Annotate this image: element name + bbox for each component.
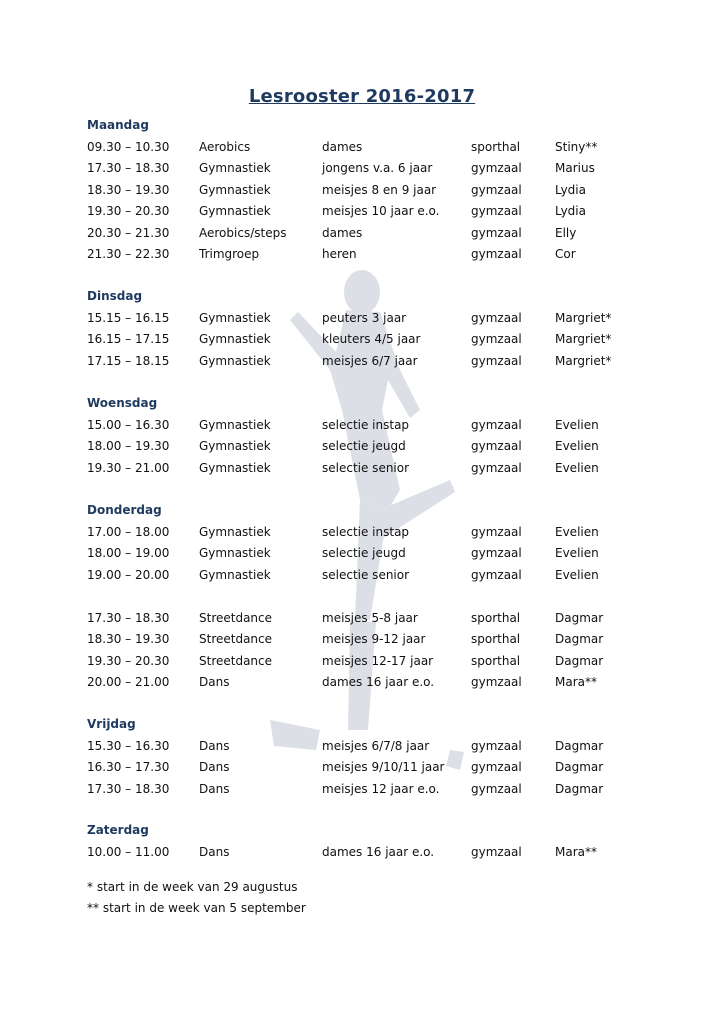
cell-time: 15.15 – 16.15 (87, 311, 170, 325)
cell-teacher: Dagmar (555, 739, 604, 753)
cell-activity: Dans (199, 675, 230, 690)
cell-group: meisjes 12 jaar e.o. (322, 781, 440, 796)
cell-activity: Streetdance (199, 632, 273, 647)
cell-teacher: Mara** (555, 845, 597, 859)
cell-teacher: Evelien (555, 418, 599, 432)
schedule-row (0, 223, 724, 243)
cell-location: gymzaal (471, 332, 522, 347)
cell-teacher: Evelien (555, 525, 599, 539)
cell-group: selectie instap (322, 525, 410, 539)
cell-activity: Aerobics (199, 140, 251, 154)
cell-activity: Streetdance (199, 611, 273, 625)
day-heading: Dinsdag (87, 289, 143, 303)
cell-teacher: Margriet* (555, 332, 612, 347)
cell-time: 18.30 – 19.30 (87, 632, 170, 647)
cell-location: gymzaal (471, 161, 522, 176)
schedule-row (0, 329, 724, 349)
cell-time: 17.30 – 18.30 (87, 611, 170, 625)
cell-group: dames 16 jaar e.o. (322, 675, 435, 690)
day-heading: Maandag (87, 118, 149, 132)
cell-teacher: Marius (555, 161, 595, 176)
cell-group: meisjes 9-12 jaar (322, 632, 426, 647)
cell-activity: Dans (199, 781, 230, 796)
cell-time: 18.30 – 19.30 (87, 182, 170, 197)
cell-time: 20.00 – 21.00 (87, 675, 170, 690)
cell-group: meisjes 8 en 9 jaar (322, 182, 437, 197)
cell-time: 15.30 – 16.30 (87, 739, 170, 753)
cell-teacher: Margriet* (555, 353, 612, 368)
cell-location: gymzaal (471, 225, 522, 240)
cell-activity: Gymnastiek (199, 204, 271, 219)
cell-group: selectie jeugd (322, 439, 406, 454)
cell-time: 16.15 – 17.15 (87, 332, 170, 347)
cell-location: gymzaal (471, 439, 522, 454)
cell-time: 21.30 – 22.30 (87, 247, 170, 261)
cell-location: sporthal (471, 611, 521, 625)
cell-time: 19.00 – 20.00 (87, 567, 170, 582)
cell-time: 19.30 – 20.30 (87, 653, 170, 668)
schedule-row (0, 736, 724, 756)
cell-location: gymzaal (471, 546, 522, 561)
cell-time: 17.15 – 18.15 (87, 353, 170, 368)
schedule-row (0, 458, 724, 478)
cell-time: 17.30 – 18.30 (87, 781, 170, 796)
cell-teacher: Dagmar (555, 632, 604, 647)
cell-group: jongens v.a. 6 jaar (322, 161, 433, 176)
cell-teacher: Dagmar (555, 781, 604, 796)
cell-group: dames 16 jaar e.o. (322, 845, 435, 859)
cell-location: gymzaal (471, 353, 522, 368)
schedule-row (0, 651, 724, 671)
cell-time: 16.30 – 17.30 (87, 760, 170, 775)
day-heading: Woensdag (87, 396, 158, 410)
cell-location: gymzaal (471, 567, 522, 582)
cell-group: heren (322, 247, 357, 261)
cell-time: 18.00 – 19.30 (87, 439, 170, 454)
page-title: Lesrooster 2016-2017 (248, 86, 476, 107)
cell-group: kleuters 4/5 jaar (322, 332, 421, 347)
cell-location: gymzaal (471, 311, 522, 325)
cell-activity: Gymnastiek (199, 546, 271, 561)
cell-teacher: Dagmar (555, 760, 604, 775)
cell-time: 15.00 – 16.30 (87, 418, 170, 432)
cell-activity: Gymnastiek (199, 525, 271, 539)
cell-group: dames (322, 140, 363, 154)
day-heading: Donderdag (87, 503, 162, 517)
schedule-row (0, 672, 724, 692)
cell-location: gymzaal (471, 204, 522, 219)
schedule-row (0, 522, 724, 542)
cell-location: gymzaal (471, 845, 522, 859)
cell-activity: Gymnastiek (199, 460, 271, 475)
cell-location: gymzaal (471, 675, 522, 690)
cell-activity: Gymnastiek (199, 567, 271, 582)
schedule-row (0, 779, 724, 799)
schedule-row (0, 308, 724, 328)
schedule-row (0, 180, 724, 200)
cell-activity: Trimgroep (199, 247, 260, 261)
cell-group: meisjes 10 jaar e.o. (322, 204, 440, 219)
cell-time: 09.30 – 10.30 (87, 140, 170, 154)
schedule-row (0, 608, 724, 628)
cell-teacher: Cor (555, 247, 576, 261)
cell-teacher: Margriet* (555, 311, 612, 325)
schedule-row (0, 244, 724, 264)
cell-time: 17.30 – 18.30 (87, 161, 170, 176)
cell-time: 18.00 – 19.00 (87, 546, 170, 561)
cell-teacher: Lydia (555, 182, 586, 197)
schedule-row (0, 436, 724, 456)
cell-activity: Gymnastiek (199, 418, 271, 432)
schedule-row (0, 629, 724, 649)
cell-group: meisjes 6/7/8 jaar (322, 739, 430, 753)
cell-group: peuters 3 jaar (322, 311, 407, 325)
cell-group: dames (322, 225, 363, 240)
cell-location: gymzaal (471, 182, 522, 197)
cell-location: gymzaal (471, 760, 522, 775)
cell-time: 17.00 – 18.00 (87, 525, 170, 539)
cell-activity: Gymnastiek (199, 311, 271, 325)
cell-activity: Gymnastiek (199, 161, 271, 176)
cell-teacher: Evelien (555, 439, 599, 454)
cell-location: gymzaal (471, 247, 522, 261)
cell-group: meisjes 12-17 jaar (322, 653, 434, 668)
cell-activity: Aerobics/steps (199, 225, 287, 240)
footnote: * start in de week van 29 augustus (87, 880, 298, 894)
day-heading: Zaterdag (87, 823, 149, 837)
cell-teacher: Dagmar (555, 653, 604, 668)
cell-location: sporthal (471, 632, 521, 647)
cell-group: selectie senior (322, 567, 410, 582)
cell-group: selectie jeugd (322, 546, 406, 561)
footnote: ** start in de week van 5 september (87, 901, 306, 915)
cell-location: gymzaal (471, 739, 522, 753)
cell-teacher: Elly (555, 225, 577, 240)
cell-activity: Gymnastiek (199, 332, 271, 347)
schedule-row (0, 158, 724, 178)
cell-teacher: Dagmar (555, 611, 604, 625)
cell-teacher: Lydia (555, 204, 586, 219)
schedule-row (0, 351, 724, 371)
cell-time: 10.00 – 11.00 (87, 845, 170, 859)
cell-group: selectie senior (322, 460, 410, 475)
cell-time: 19.30 – 20.30 (87, 204, 170, 219)
cell-group: selectie instap (322, 418, 410, 432)
cell-teacher: Mara** (555, 675, 597, 690)
cell-activity: Gymnastiek (199, 439, 271, 454)
schedule-row (0, 137, 724, 157)
schedule-row (0, 543, 724, 563)
cell-location: sporthal (471, 653, 521, 668)
cell-activity: Gymnastiek (199, 353, 271, 368)
schedule-row (0, 842, 724, 862)
cell-group: meisjes 6/7 jaar (322, 353, 418, 368)
cell-activity: Dans (199, 845, 230, 859)
day-heading: Vrijdag (87, 717, 136, 731)
schedule-row (0, 757, 724, 777)
cell-group: meisjes 9/10/11 jaar (322, 760, 445, 775)
cell-teacher: Evelien (555, 546, 599, 561)
cell-activity: Dans (199, 739, 230, 753)
cell-time: 20.30 – 21.30 (87, 225, 170, 240)
schedule-row (0, 201, 724, 221)
schedule-row (0, 565, 724, 585)
cell-location: sporthal (471, 140, 521, 154)
cell-teacher: Stiny** (555, 140, 598, 154)
cell-time: 19.30 – 21.00 (87, 460, 170, 475)
cell-group: meisjes 5-8 jaar (322, 611, 418, 625)
cell-activity: Gymnastiek (199, 182, 271, 197)
cell-activity: Dans (199, 760, 230, 775)
cell-location: gymzaal (471, 781, 522, 796)
cell-teacher: Evelien (555, 460, 599, 475)
cell-location: gymzaal (471, 418, 522, 432)
cell-location: gymzaal (471, 460, 522, 475)
cell-location: gymzaal (471, 525, 522, 539)
cell-teacher: Evelien (555, 567, 599, 582)
cell-activity: Streetdance (199, 653, 273, 668)
schedule-row (0, 415, 724, 435)
